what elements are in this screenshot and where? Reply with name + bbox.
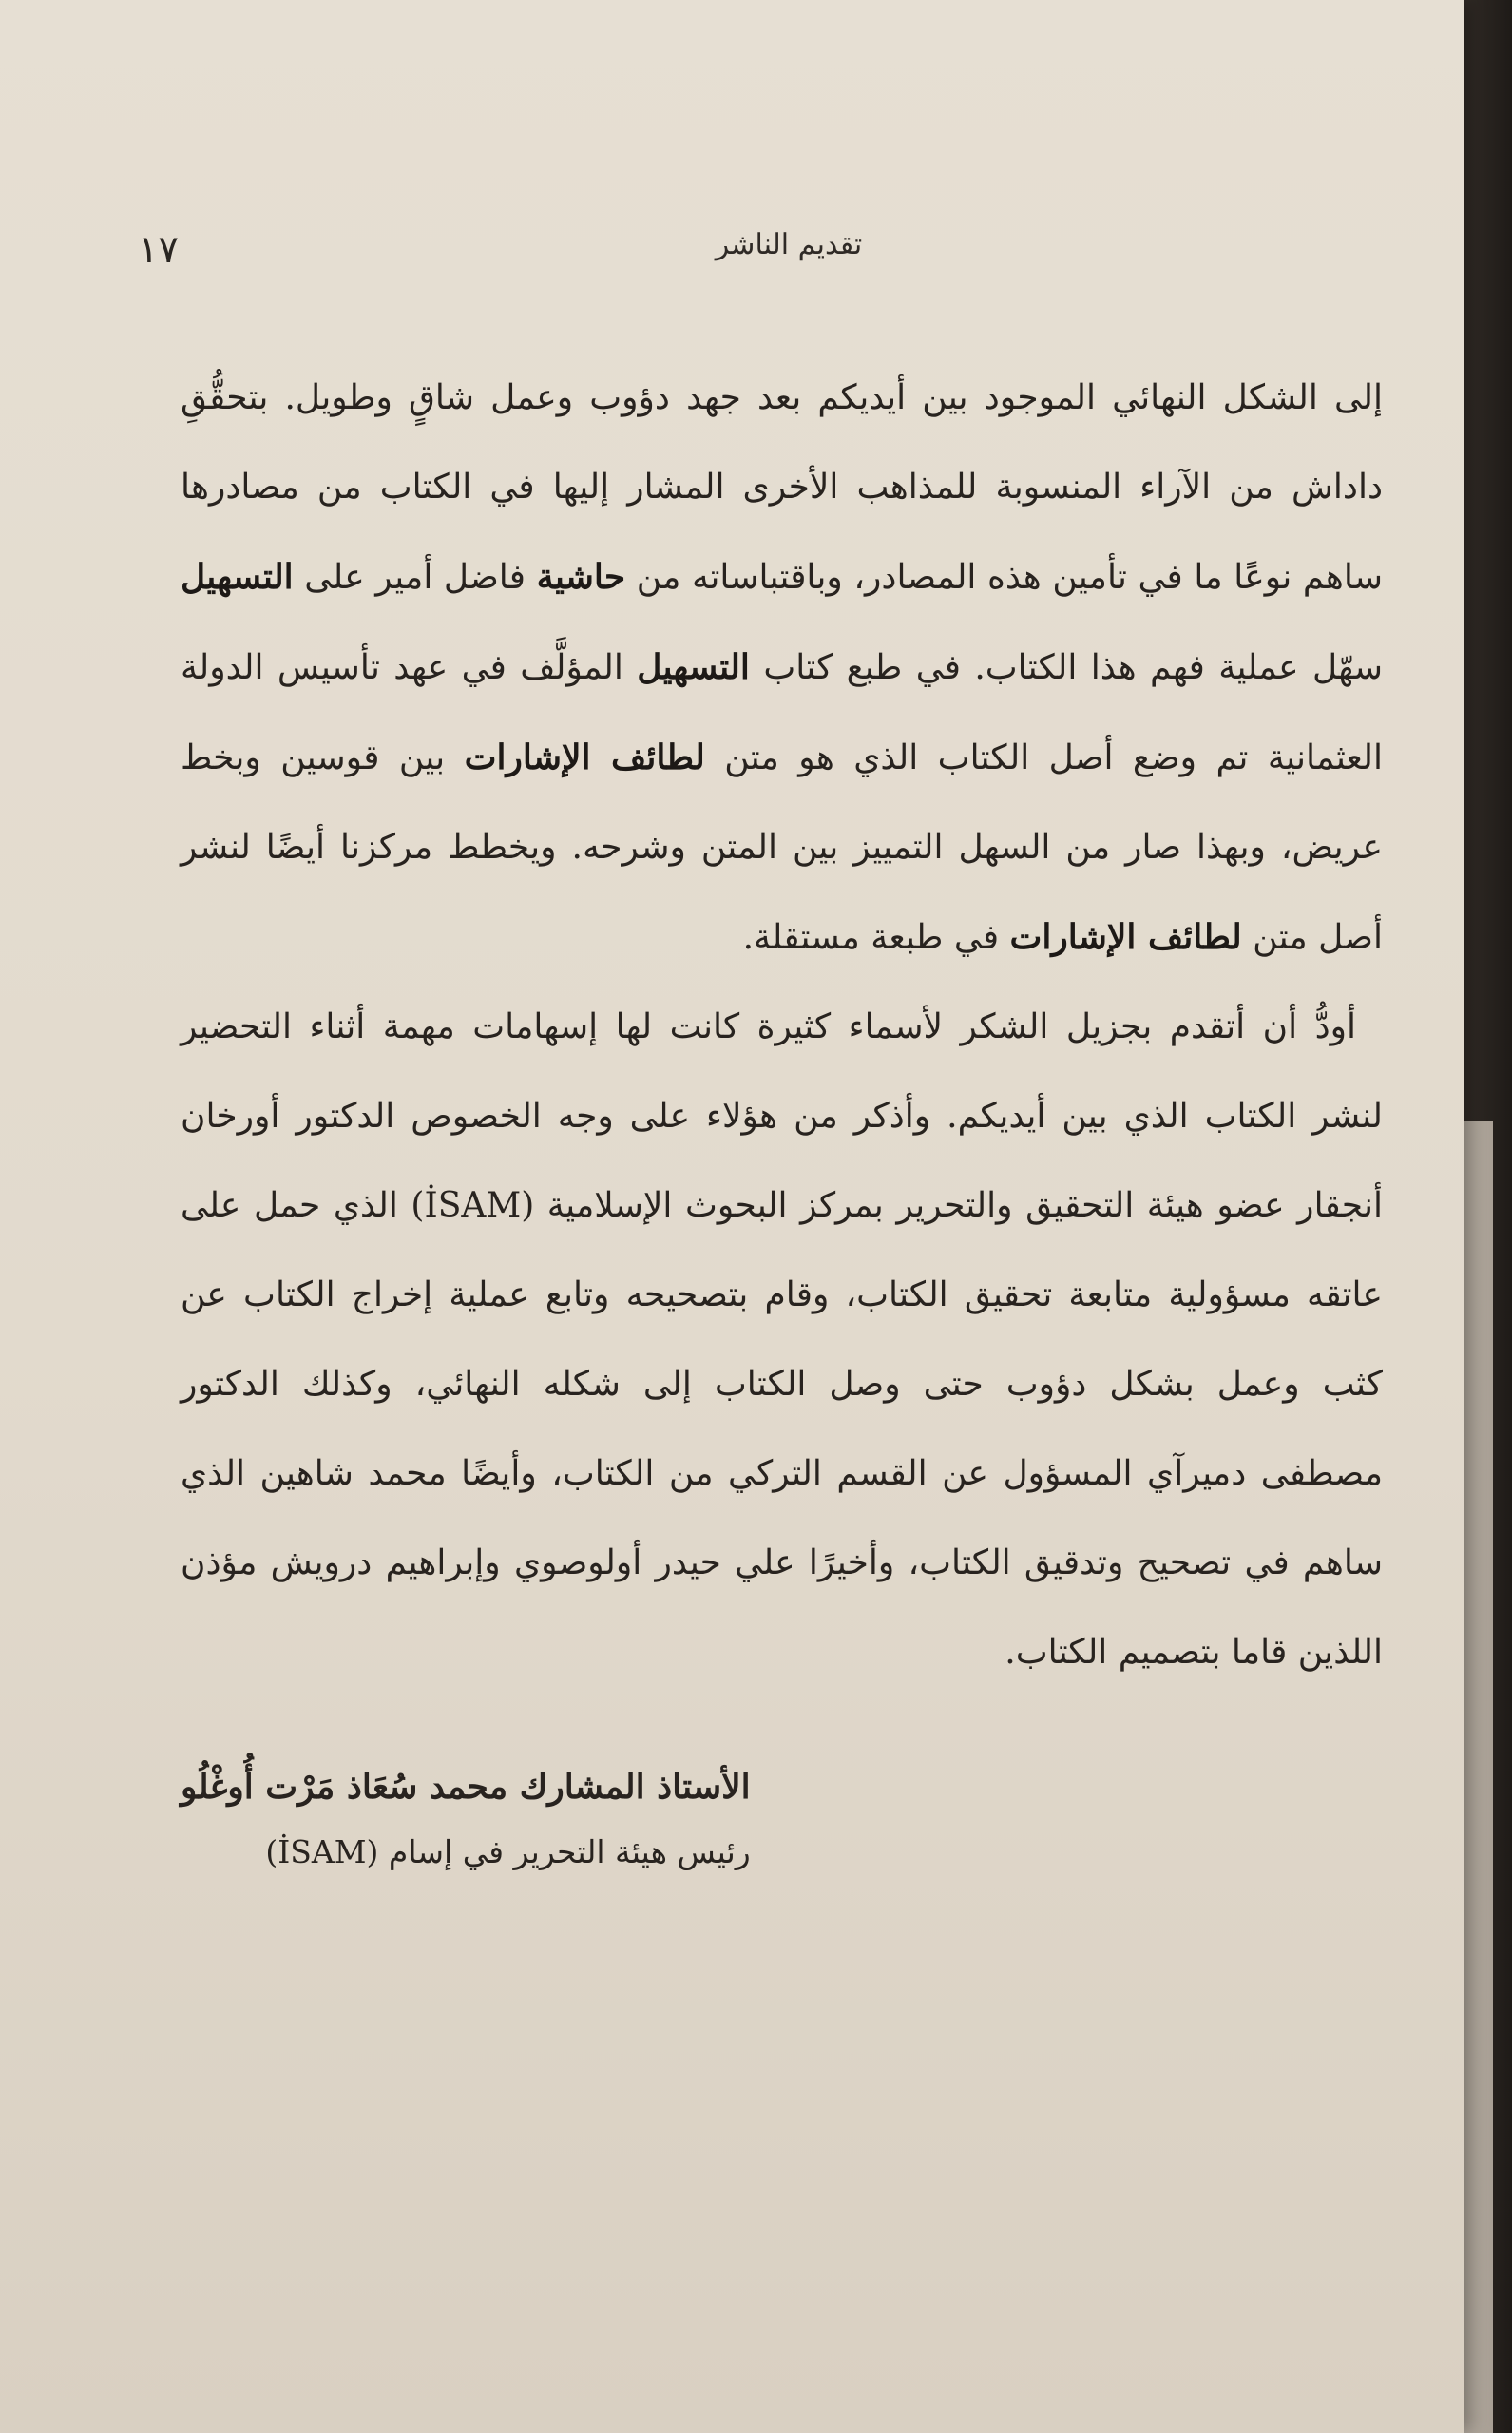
body-text (181, 354, 1383, 1697)
signatory-title: رئيس هيئة التحرير في إسام (İSAM) (265, 1833, 751, 1870)
running-head: تقديم الناشر (715, 228, 863, 261)
signature-block (181, 1753, 1383, 1885)
page-number: ١٧ (138, 228, 179, 272)
signatory-name: الأستاذ المشارك محمد سُعَاذ مَرْت أُوغْلُو (181, 1767, 751, 1807)
paragraph-1: إلى الشكل النهائي الموجود بين أيديكم بعد جهد دؤوب وعمل شاقٍ وطويل. بتحقُّقِ داداش من الآراء المنسوبة للمذاهب الأخرى المشار إليها في الكتاب من مصادرها ساهم نوعًا ما في تأمين هذه المصادر، وباقتباساته من حاشية فاضل أمير على التسهيل سهّل عملية فهم هذا الكتاب. في طبع كتاب التسهيل المؤلَّف في عهد تأسيس الدولة العثمانية تم وضع أصل الكتاب الذي هو متن لطائف الإشارات بين قوسين وبخط عريض، وبهذا صار من السهل التمييز بين المتن وشرحه. ويخطط مركزنا أيضًا لنشر أصل متن لطائف الإشارات في طبعة مستقلة. (181, 378, 1384, 957)
page-header (0, 228, 1464, 285)
paragraph-2: أودُّ أن أتقدم بجزيل الشكر لأسماء كثيرة كانت لها إسهامات مهمة أثناء التحضير لنشر الكتاب الذي بين أيديكم. وأذكر من هؤلاء على وجه الخصوص الدكتور أورخان أنجقار عضو هيئة التحقيق والتحرير بمركز البحوث الإسلامية (İSAM) الذي حمل على عاتقه مسؤولية متابعة تحقيق الكتاب، وقام بتصحيحه وتابع عملية إخراج الكتاب عن كثب وعمل بشكل دؤوب حتى وصل الكتاب إلى شكله النهائي، وكذلك الدكتور مصطفى دميرآي المسؤول عن القسم التركي من الكتاب، وأيضًا محمد شاهين الذي ساهم في تصحيح وتدقيق الكتاب، وأخيرًا علي حيدر أولوصوي وإبراهيم درويش مؤذن اللذين قاما بتصميم الكتاب. (181, 1007, 1384, 1672)
